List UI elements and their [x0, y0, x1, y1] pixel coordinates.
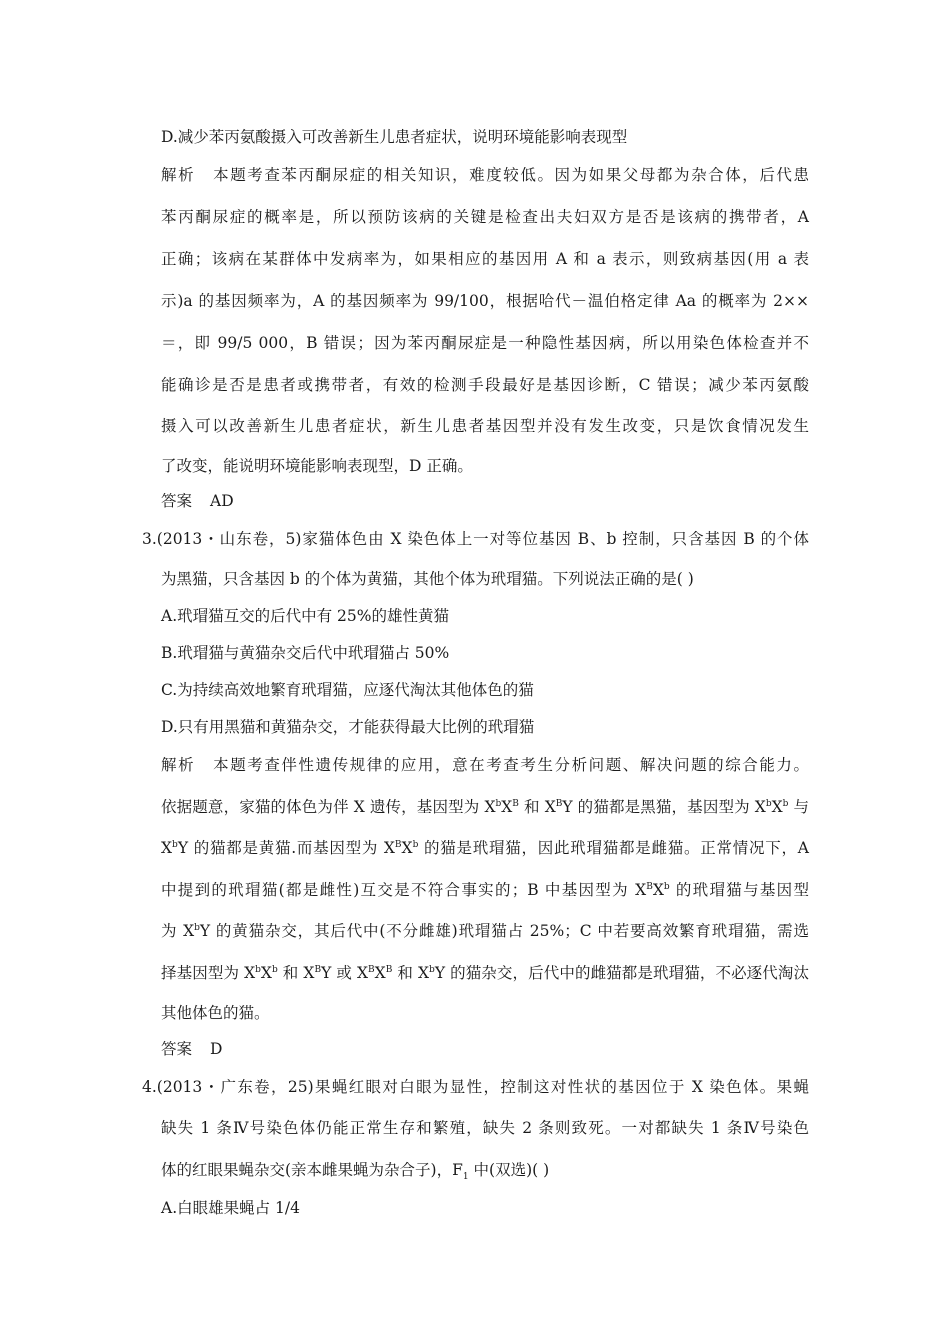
q3-analysis-line-3: $X^bY$ 的猫都是黄猫.而基因型为 $X^BX^b$ 的猫是玳瑁猫，因此玳瑁猫都是雌猫。正常情况下，A — [161, 839, 809, 857]
q3-answer — [161, 1039, 222, 1059]
q3-option-c: C.为持续高效地繁育玳瑁猫，应逐代淘汰其他体色的猫 — [161, 681, 534, 699]
q3-analysis-line-2: 依据题意，家猫的体色为伴 X 遗传，基因型为 $X^bX^B$ 和 $X^BY$ 的猫都是黑猫，基因型为 $X^bX^b$ 与 — [161, 798, 810, 816]
q2-analysis-line-3: 正确；该病在某群体中发病率为，如果相应的基因用 A 和 a 表示，则致病基因(用 a 表 — [161, 250, 809, 268]
q3-option-d: D.只有用黑猫和黄猫杂交，才能获得最大比例的玳瑁猫 — [161, 718, 535, 736]
q3-stem-line-1: 3.(2013・山东卷，5)家猫体色由 X 染色体上一对等位基因 B、b 控制，只含基因 B 的个体 — [142, 530, 809, 548]
q3-analysis-line-1: 解析 本题考查伴性遗传规律的应用，意在考查考生分析问题、解决问题的综合能力。 — [161, 756, 809, 774]
q4-option-a: A.白眼雄果蝇占 1/4 — [161, 1199, 300, 1217]
q2-analysis-line-2: 苯丙酮尿症的概率是，所以预防该病的关键是检查出夫妇双方是否是该病的携带者，A — [161, 208, 809, 226]
q4-stem-line-2: 缺失 1 条Ⅳ号染色体仍能正常生存和繁殖，缺失 2 条则致死。一对都缺失 1 条Ⅳ号染色 — [161, 1119, 809, 1137]
answer-value: D — [210, 1040, 223, 1058]
q2-analysis-line-6: 能确诊是否是患者或携带者，有效的检测手段最好是基因诊断，C 错误；减少苯丙氨酸 — [161, 376, 809, 394]
q3-analysis-line-5: 为 $X^bY$ 的黄猫杂交，其后代中(不分雌雄)玳瑁猫占 25%；C 中若要高效繁育玳瑁猫，需选 — [161, 922, 809, 940]
q3-analysis-line-4: 中提到的玳瑁猫(都是雌性)互交是不符合事实的；B 中基因型为 $X^BX^b$ 的玳瑁猫与基因型 — [161, 881, 809, 899]
q3-option-a: A.玳瑁猫互交的后代中有 25%的雄性黄猫 — [161, 607, 449, 625]
q4-stem-line-3: 体的红眼果蝇杂交(亲本雌果蝇为杂合子)，$F_1$ 中(双选)( ) — [161, 1161, 550, 1183]
answer-label: 答案 — [161, 1040, 193, 1058]
answer-value: AD — [210, 492, 234, 510]
q2-analysis-line-5: ＝，即 99/5 000，B 错误；因为苯丙酮尿症是一种隐性基因病，所以用染色体检查并不 — [161, 334, 809, 352]
analysis-label: 解析 — [161, 166, 196, 184]
q2-analysis-line-7: 摄入可以改善新生儿患者症状，新生儿患者基因型并没有发生改变，只是饮食情况发生 — [161, 417, 809, 435]
q4-stem-line-1: 4.(2013・广东卷，25)果蝇红眼对白眼为显性，控制这对性状的基因位于 X 染色体。果蝇 — [142, 1078, 809, 1096]
q2-answer — [161, 491, 234, 511]
q3-stem-line-2: 为黑猫，只含基因 b 的个体为黄猫，其他个体为玳瑁猫。下列说法正确的是( ) — [161, 570, 694, 588]
q3-analysis-line-7: 其他体色的猫。 — [161, 1004, 270, 1022]
q2-analysis-line-8: 了改变，能说明环境能影响表现型，D 正确。 — [161, 457, 473, 475]
q2-option-d: D.减少苯丙氨酸摄入可改善新生儿患者症状，说明环境能影响表现型 — [161, 128, 628, 146]
q2-analysis-line-1: 解析 本题考查苯丙酮尿症的相关知识，难度较低。因为如果父母都为杂合体，后代患 — [161, 166, 809, 184]
q3-option-b: B.玳瑁猫与黄猫杂交后代中玳瑁猫占 50% — [161, 644, 450, 662]
analysis-label: 解析 — [161, 756, 196, 774]
q3-analysis-line-6: 择基因型为 $X^bX^b$ 和 $X^BY$ 或 $X^BX^B$ 和 $X^bY$ 的猫杂交，后代中的雌猫都是玳瑁猫，不必逐代淘汰 — [161, 964, 810, 982]
answer-label: 答案 — [161, 492, 193, 510]
q2-analysis-line-4: 示)a 的基因频率为，A 的基因频率为 99/100，根据哈代－温伯格定律 Aa 的概率为 2×× — [161, 292, 809, 310]
